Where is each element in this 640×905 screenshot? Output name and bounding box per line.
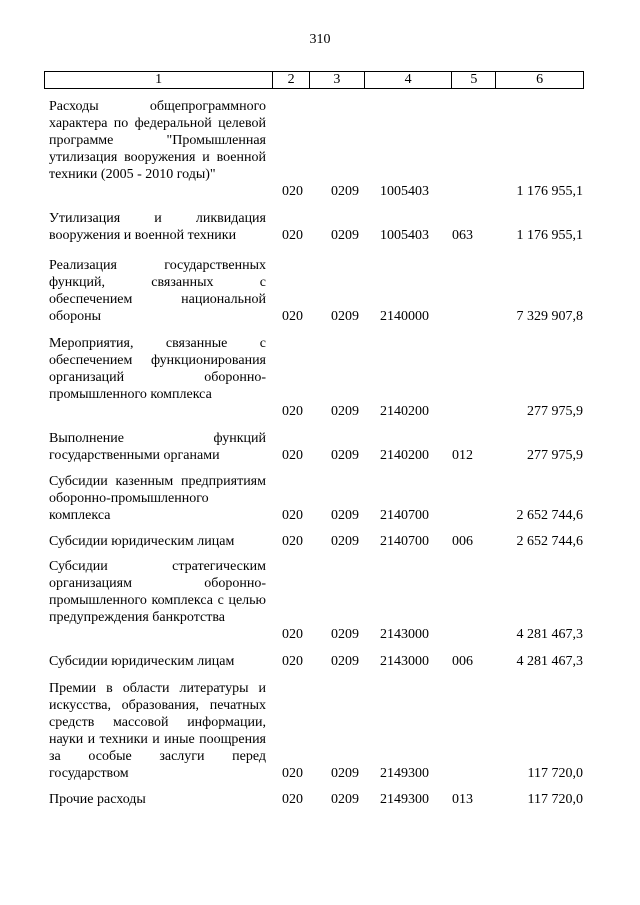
row-description: Субсидии стратегическим организациям оборонно-промышленного комплекса с целью предупреждения банкротства [49,559,266,625]
row-col-3: 0209 [331,627,359,642]
row-description: Реализация государственных функций, связанных с обеспечением национальной обороны [49,258,266,324]
row-col-6: 7 329 907,8 [516,309,583,324]
header-col-4: 4 [364,72,452,88]
row-description: Выполнение функций государственными органами [49,431,266,463]
row-col-4: 2140700 [380,534,429,549]
row-col-6: 277 975,9 [527,448,583,463]
row-col-2: 020 [282,792,303,807]
row-col-4: 2140700 [380,508,429,523]
header-col-1: 1 [155,72,163,87]
row-col-5: 063 [452,228,473,243]
row-description: Премии в области литературы и искусства, образования, печатных средств массовой информации, науки и техники и иные поощрения за особые заслуги перед государством [49,681,266,781]
row-col-3: 0209 [331,184,359,199]
row-col-6: 2 652 744,6 [516,508,583,523]
row-col-2: 020 [282,627,303,642]
row-col-6: 277 975,9 [527,404,583,419]
row-col-3: 0209 [331,508,359,523]
table-row [0,533,640,550]
table-row [0,335,640,420]
row-col-3: 0209 [331,766,359,781]
row-col-4: 1005403 [380,184,429,199]
row-col-2: 020 [282,534,303,549]
table-row [0,473,640,524]
table-row [0,558,640,643]
row-description: Субсидии юридическим лицам [49,534,235,549]
row-col-2: 020 [282,448,303,463]
row-col-3: 0209 [331,534,359,549]
header-col-2: 2 [272,72,309,88]
row-col-4: 2140200 [380,404,429,419]
row-description: Мероприятия, связанные с обеспечением функционирования организаций оборонно-промышленного комплекса [49,336,266,402]
table-row [0,98,640,200]
row-col-3: 0209 [331,228,359,243]
row-col-5: 006 [452,534,473,549]
table-row [0,210,640,244]
row-description: Субсидии юридическим лицам [49,654,235,669]
row-col-2: 020 [282,228,303,243]
row-col-6: 4 281 467,3 [516,627,583,642]
table-row [0,680,640,782]
row-col-5: 012 [452,448,473,463]
row-col-4: 1005403 [380,228,429,243]
row-col-2: 020 [282,508,303,523]
row-col-2: 020 [282,184,303,199]
row-col-4: 2140000 [380,309,429,324]
header-col-3: 3 [309,72,364,88]
row-description: Утилизация и ликвидация вооружения и военной техники [49,211,266,243]
row-col-6: 1 176 955,1 [516,184,583,199]
row-col-4: 2143000 [380,627,429,642]
row-description: Субсидии казенным предприятиям оборонно-промышленного комплекса [49,474,266,523]
row-col-5: 006 [452,654,473,669]
table-header [44,71,584,89]
row-col-6: 117 720,0 [527,792,583,807]
row-col-3: 0209 [331,792,359,807]
header-col-6: 6 [495,72,583,88]
table-row [0,791,640,808]
row-col-6: 1 176 955,1 [516,228,583,243]
row-col-2: 020 [282,309,303,324]
page-number: 310 [309,32,331,47]
row-col-3: 0209 [331,654,359,669]
row-col-6: 4 281 467,3 [516,654,583,669]
table-row [0,430,640,464]
row-col-6: 117 720,0 [527,766,583,781]
header-col-5: 5 [451,72,495,88]
row-col-2: 020 [282,654,303,669]
table-row [0,653,640,670]
row-col-5: 013 [452,792,473,807]
row-col-6: 2 652 744,6 [516,534,583,549]
row-col-4: 2149300 [380,766,429,781]
row-col-3: 0209 [331,404,359,419]
row-col-2: 020 [282,766,303,781]
table-row [0,257,640,325]
row-col-3: 0209 [331,309,359,324]
row-col-4: 2140200 [380,448,429,463]
row-description: Прочие расходы [49,792,146,807]
row-col-2: 020 [282,404,303,419]
row-col-4: 2149300 [380,792,429,807]
row-col-4: 2143000 [380,654,429,669]
row-description: Расходы общепрограммного характера по федеральной целевой программе "Промышленная утилизация вооружения и военной техники (2005 - 2010 годы)" [49,99,266,182]
row-col-3: 0209 [331,448,359,463]
